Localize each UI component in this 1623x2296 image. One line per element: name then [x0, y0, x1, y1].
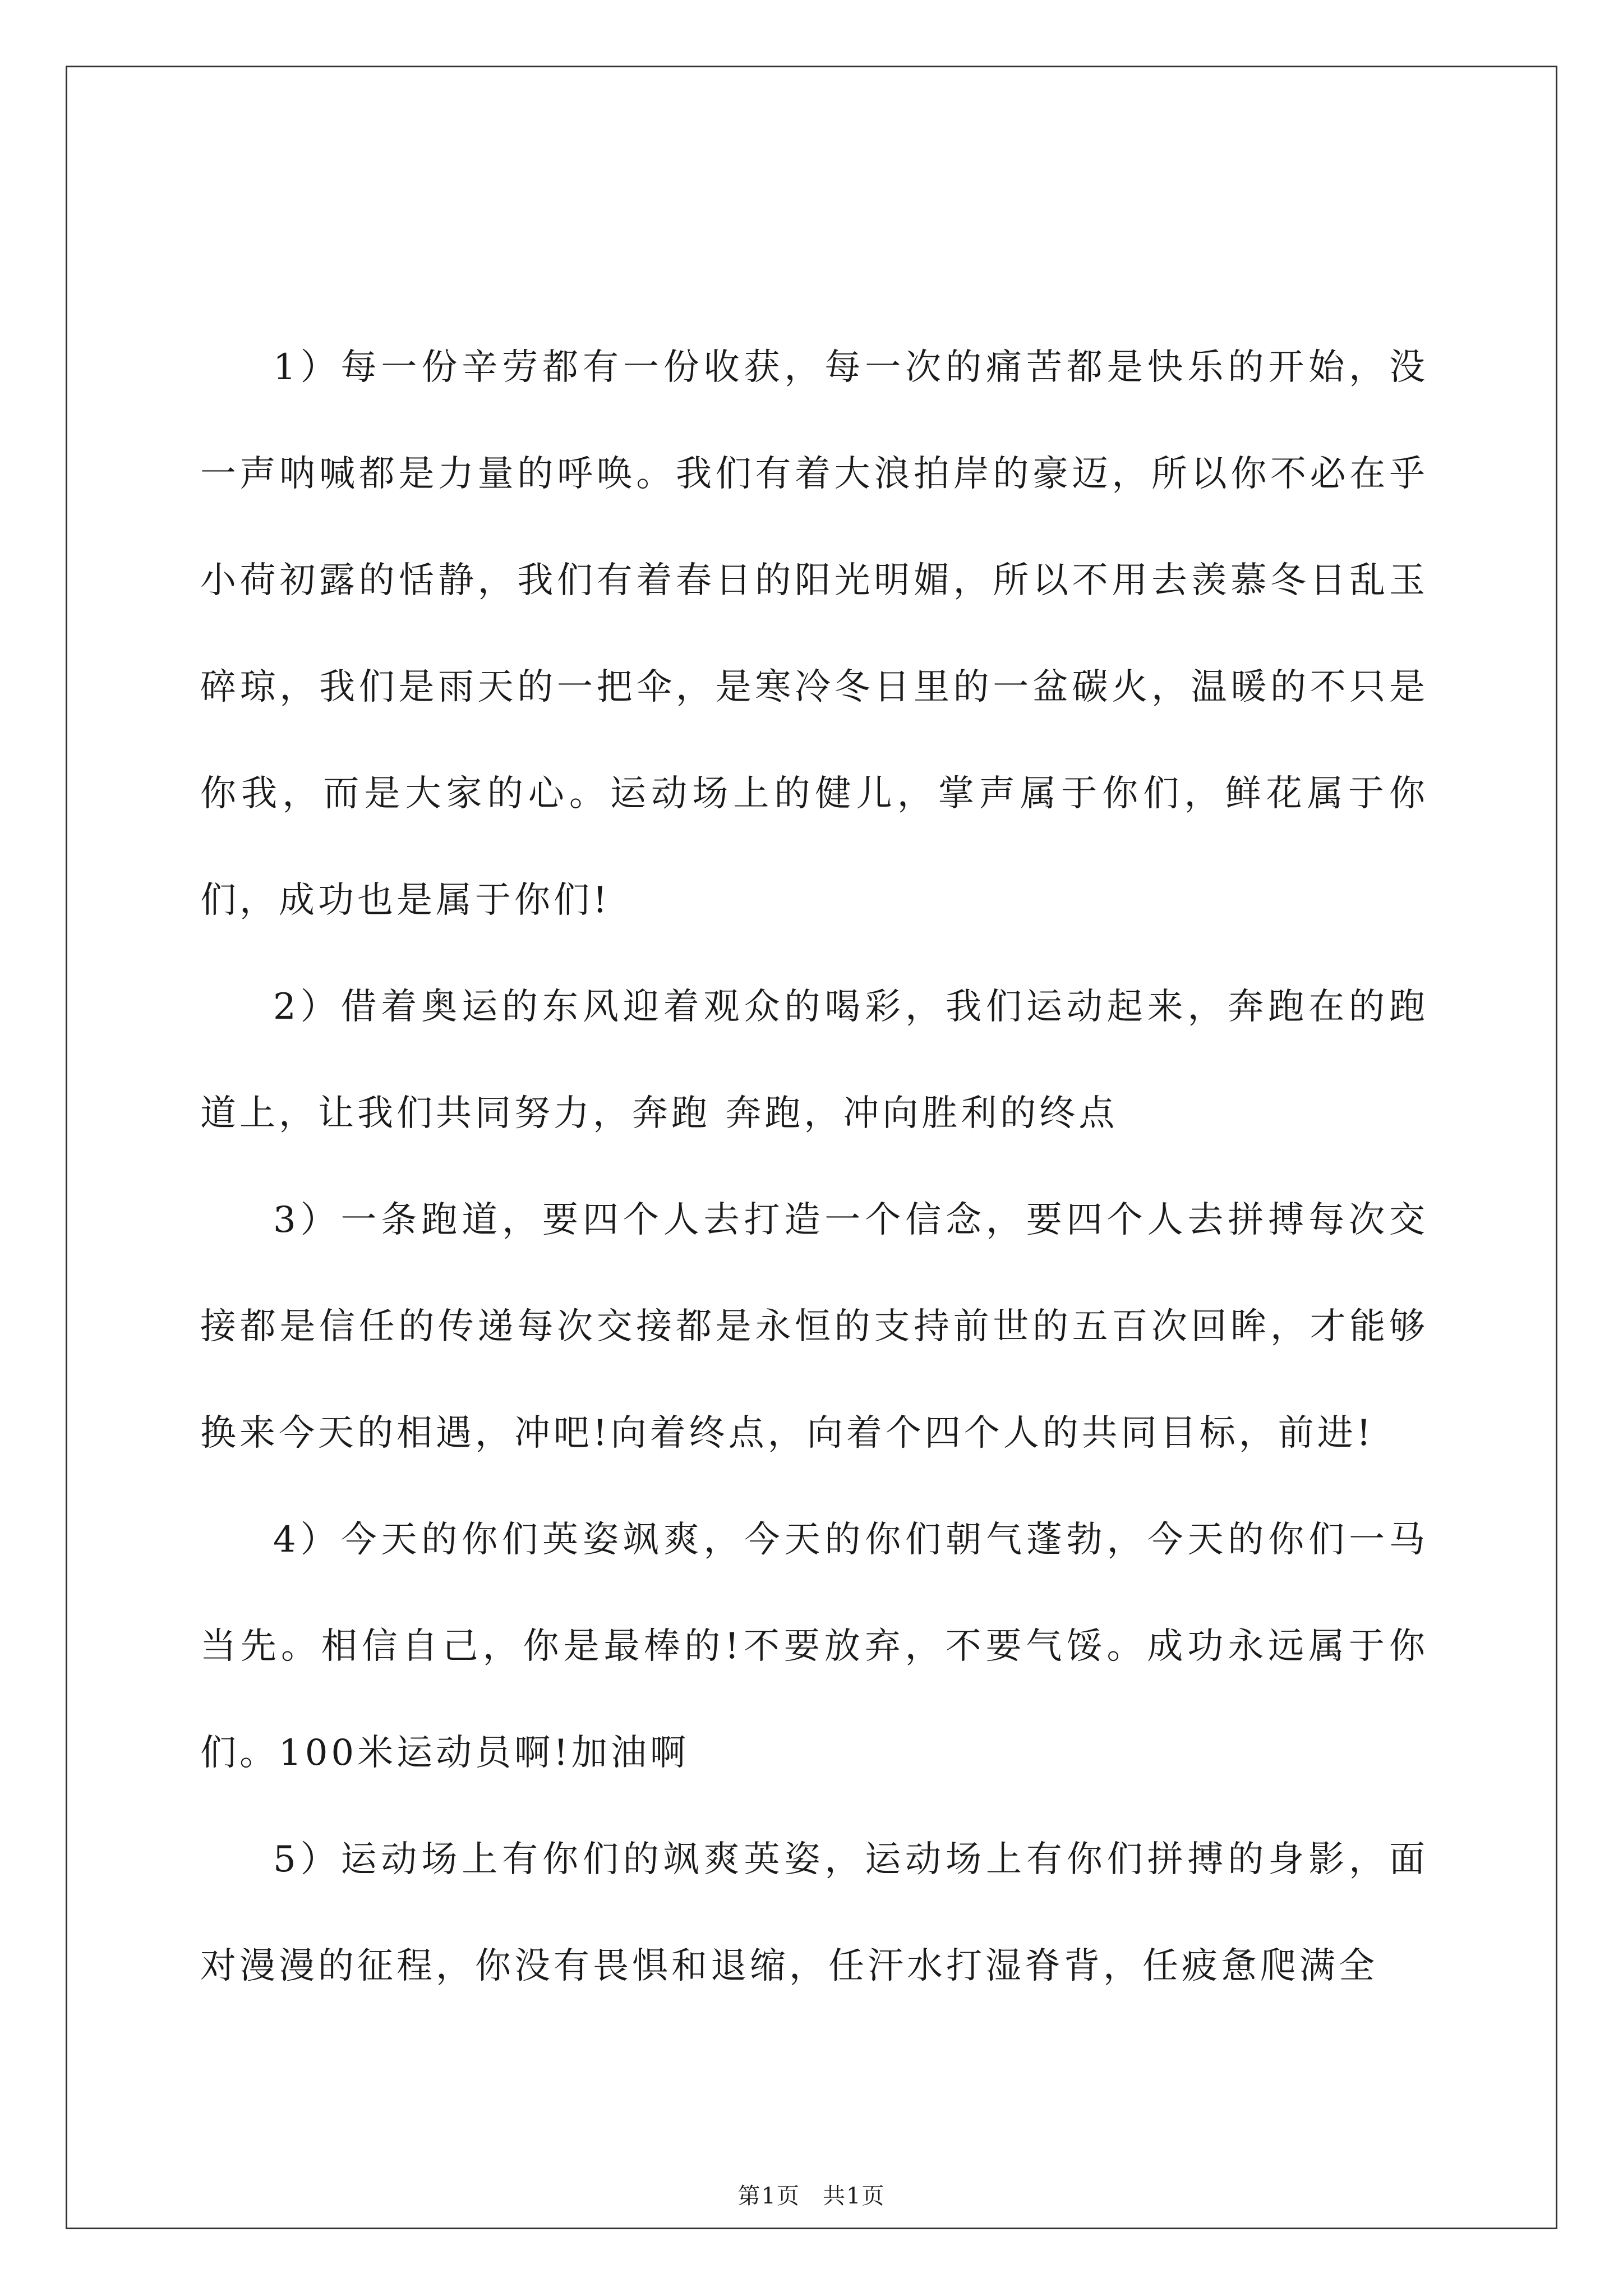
- paragraph-3: 3）一条跑道，要四个人去打造一个信念，要四个人去拼搏每次交接都是信任的传递每次交接都是永恒的支持前世的五百次回眸，才能够换来今天的相遇，冲吧!向着终点，向着个四个人的共同目标，前进!: [200, 1199, 1428, 1454]
- paragraph-5: 5）运动场上有你们的飒爽英姿，运动场上有你们拼搏的身影，面对漫漫的征程，你没有畏惧和退缩，任汗水打湿脊背，任疲惫爬满全: [200, 1839, 1428, 1987]
- document-body: [200, 314, 1428, 2019]
- page-footer: [0, 2182, 1623, 2210]
- page-number: 第1页: [737, 2183, 800, 2209]
- paragraph-2: 2）借着奥运的东风迎着观众的喝彩，我们运动起来，奔跑在的跑道上，让我们共同努力，奔跑 奔跑，冲向胜利的终点: [200, 986, 1428, 1134]
- page-total: 共1页: [823, 2183, 886, 2209]
- paragraph-4: 4）今天的你们英姿飒爽，今天的你们朝气蓬勃，今天的你们一马当先。相信自己，你是最棒的!不要放弃，不要气馁。成功永远属于你们。100米运动员啊!加油啊: [200, 1519, 1428, 1774]
- paragraph-1: 1）每一份辛劳都有一份收获，每一次的痛苦都是快乐的开始，没一声呐喊都是力量的呼唤。我们有着大浪拍岸的豪迈，所以你不必在乎小荷初露的恬静，我们有着春日的阳光明媚，所以不用去羡慕冬日乱玉碎琼，我们是雨天的一把伞，是寒冷冬日里的一盆碳火，温暖的不只是你我，而是大家的心。运动场上的健儿，掌声属于你们，鲜花属于你们，成功也是属于你们!: [200, 347, 1428, 921]
